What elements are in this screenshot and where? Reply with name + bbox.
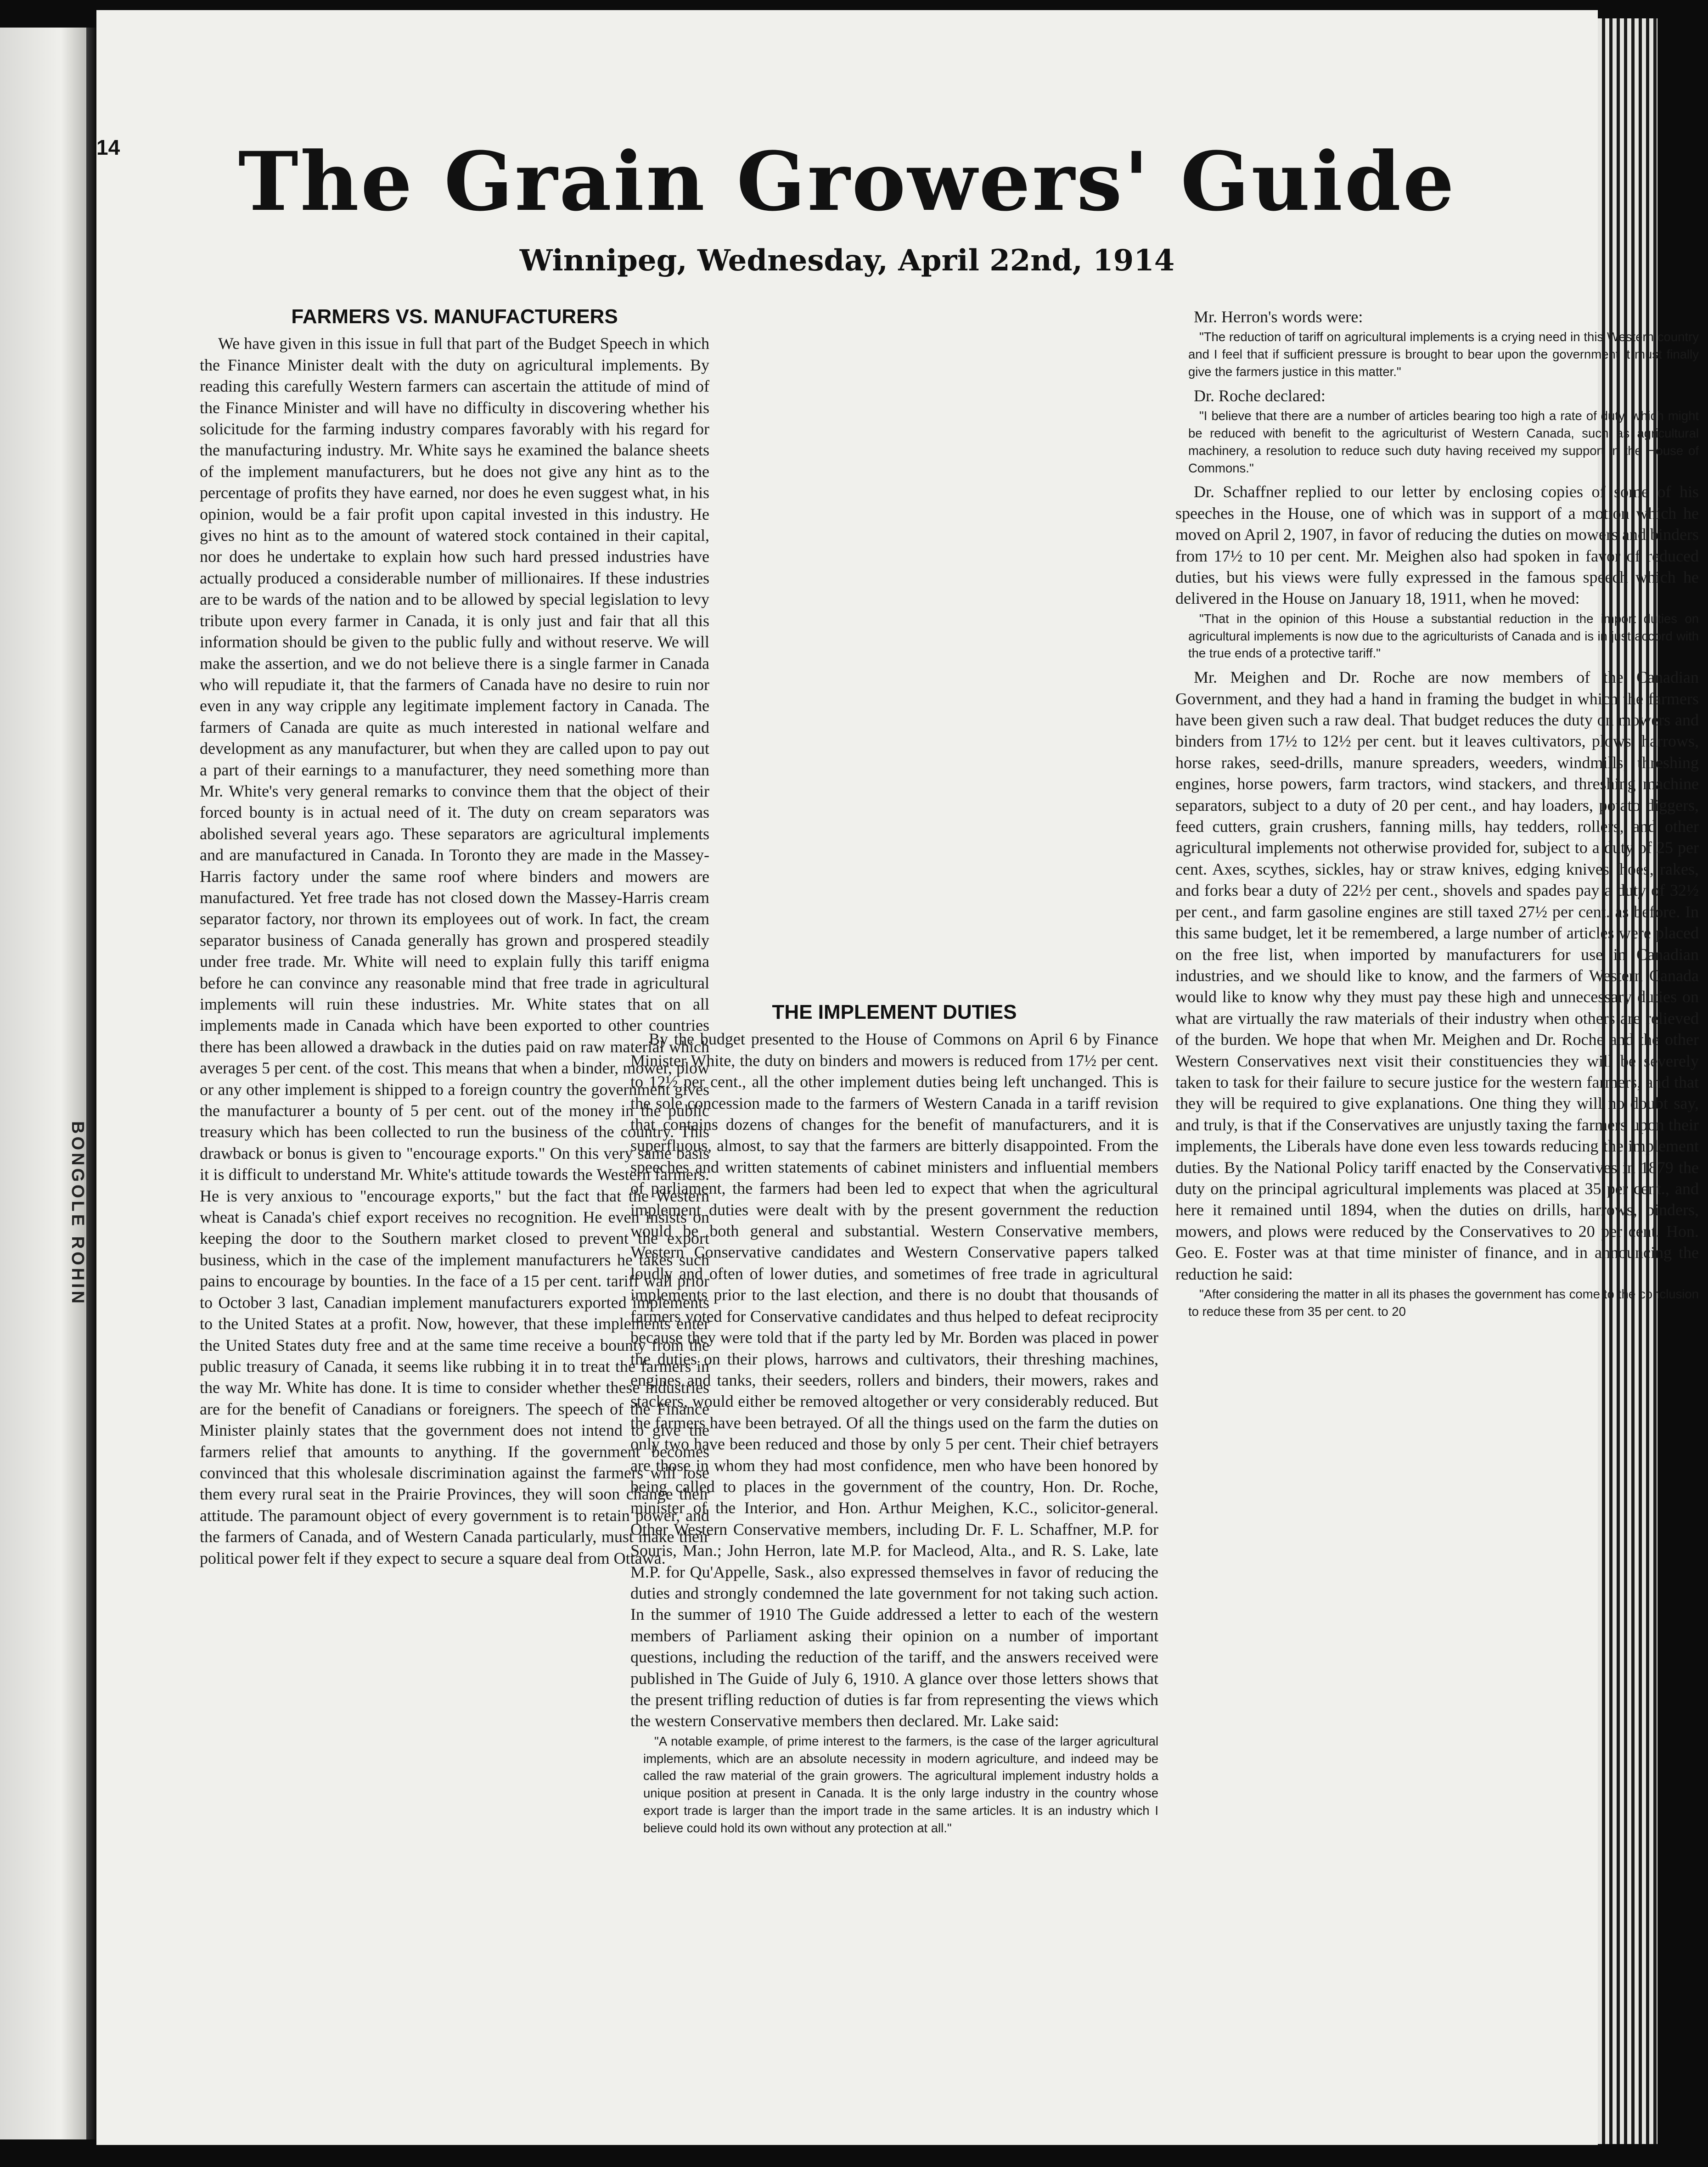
quote-foster: "After considering the matter in all its phases the government has come to the conclusion to reduce these from 35 per cent. to 20 [1188,1287,1699,1319]
article-heading-implement-duties: THE IMPLEMENT DUTIES [772,1001,1017,1023]
column-middle [630,1002,1158,1841]
page-number: 14 [96,135,120,159]
quote-herron: "The reduction of tariff on agricultural implements is a crying need in this Western country and I feel that if sufficient pressure is brought to bear upon the government it must finally give the farmers justice in this matter." [1188,330,1699,379]
schaffner-paragraph: Dr. Schaffner replied to our letter by enclosing copies of some of his speeches in the House, one of which was in support of a motion which he moved on April 2, 1907, in favor of reducing the duties on mowers and binders from 17½ to 10 per cent. Mr. Meighen also had spoken in favor of reduced duties, but his views were fully expressed in the famous speech which he delivered in the House on January 18, 1911, when he moved: [1175,483,1699,608]
quote-lake: "A notable example, of prime interest to the farmers, is the case of the larger agricultural implements, which are an absolute necessity in modern agriculture, and indeed may be called the raw material of the grain growers. The agricultural implement industry holds a unique position at present in Canada. It is the only large industry in the country whose export trade is larger than the import trade in the same articles. It is an industry which I believe could hold its own without any protection at all." [643,1734,1158,1835]
article-body-farmers: We have given in this issue in full that part of the Budget Speech in which the Finance Minister dealt with the duty on agricultural implements. By reading this carefully Western farmers can ascertain the attitude of mind of the Finance Minister and will have no difficulty in discovering whether his solicitude for the farming industry compares favorably with his regard for the manufacturing industry. Mr. White says he examined the balance sheets of the implement manufacturers, but he does not give any hint as to the percentage of profits they have earned, nor does he even suggest what, in his opinion, would be a fair profit upon capital invested in this industry. He gives no hint as to the amount of watered stock contained in their capital, nor does he undertake to explain how such hard pressed industries have actually produced a considerable number of millionaires. If these industries are to be wards of the nation and to be allowed by special legislation to levy tribute upon every farmer in Canada, it is only just and fair that all this information should be given to the public fully and without reserve. We will make the assertion, and we do not believe there is a single farmer in Canada who will repudiate it, that the farmers of Canada have no desire to ruin nor even in any way cripple any legitimate implement factory in Canada. The farmers of Canada are quite as much interested in national welfare and development as any manufacturer, but when they are called upon to pay out a part of their earnings to a manufacturer, they need something more than Mr. White's very general remarks to convince them that the object of their forced bounty is in actual need of it. The duty on cream separators was abolished several years ago. These separators are agricultural implements and are manufactured in Canada. In Toronto they are made in the Massey-Harris factory under the same roof where binders and mowers are manufactured. Yet free trade has not closed down the Massey-Harris cream separator factory, nor thrown its employees out of work. In fact, the cream separator business of Canada generally has grown and prospered steadily under free trade. Mr. White will need to explain fully this tariff enigma before he can convince any reasonable mind that free trade in agricultural implements will ruin these industries. Mr. White states that on all implements made in Canada which have been exported to other countries there has been allowed a drawback in the duties paid on raw material which averages 5 per cent. of the cost. This means that when a binder, mower, plow or any other implement is shipped to a foreign country the government gives the manufacturer a bounty of 5 per cent. out of the money in the public treasury which has been collected to run the business of the country. This drawback or bonus is given to "encourage exports." On this very same basis it is difficult to understand Mr. White's attitude towards the Western farmers. He is very anxious to "encourage exports," but the fact that the Western wheat is Canada's chief export receives no recognition. He even insists on keeping the door to the Southern market closed to prevent the export business, which in the case of the implement manufacturers he takes such pains to encourage by bounties. In the face of a 15 per cent. tariff wall prior to October 3 last, Canadian implement manufacturers exported implements to the United States at a profit. Now, however, that these implements enter the United States duty free and at the same time receive a bounty from the public treasury of Canada, it seems like rubbing it in to treat the farmers in the way Mr. White has done. It is time to consider whether these industries are for the benefit of Canadians or foreigners. The speech of the Finance Minister plainly states that the government does not intend to give the farmers relief that amounts to anything. If the government becomes convinced that this wholesale discrimination against the farmers will lose them every rural seat in the Prairie Provinces, they will soon change their attitude. The paramount object of every government is to retain power, and the farmers of Canada, and of Western Canada particularly, must make their political power felt if they expect to secure a square deal from Ottawa. [200,334,709,1567]
dateline: Winnipeg, Wednesday, April 22nd, 1914 [519,243,1175,278]
gutter-shadow [86,28,96,2139]
column-right [1175,306,1699,1325]
herron-intro: Mr. Herron's words were: [1194,308,1363,326]
closing-paragraph: Mr. Meighen and Dr. Roche are now members of the Canadian Government, and they had a hand in framing the budget in which the farmers have been given such a raw deal. That budget reduces the duty on mowers and binders from 17½ to 12½ per cent. but it leaves cultivators, plows, harrows, horse rakes, seed-drills, manure spreaders, weeders, windmills, threshing engines, horse powers, farm tractors, wind stackers, and threshing machine separators, subject to a duty of 20 per cent., and hay loaders, potato diggers, feed cutters, grain crushers, fanning mills, hay tedders, rollers, and other agricultural implements not otherwise provided for, subject to a duty of 25 per cent. Axes, scythes, sickles, hay or straw knives, edging knives, hoes, rakes, and forks bear a duty of 22½ per cent., shovels and spades pay a duty of 32½ per cent., and farm gasoline engines are still taxed 27½ per cent. as before. In this same budget, let it be remembered, a large number of articles were placed on the free list, when imported by manufacturers for use in Canadian industries, and we should like to know, and the farmers of Western Canada would like to know why they must pay these high and unnecessary duties on what are virtually the raw materials of their industry when others are relieved of the burden. We hope that when Mr. Meighen and Dr. Roche and the other Western Conservatives next visit their constituencies they will be severely taken to task for their failure to secure justice for the western farmers, and that they will be required to give explanations. One thing they will no doubt say, and truly, is that if the Conservatives are unjustly taxing the farmers upon their implements, the Liberals have done even less towards reducing the implement duties. By the National Policy tariff enacted by the Conservatives in 1879 the duty on the principal agricultural implements was placed at 35 per cent., and here it remained until 1894, when the duties on drills, harrows, binders, mowers, and plows were reduced by the Conservatives to 20 per cent. Hon. Geo. E. Foster was at that time minister of finance, and in announcing the reduction he said: [1175,668,1699,1283]
newspaper-page [68,10,1699,2145]
roche-intro: Dr. Roche declared: [1194,386,1326,405]
quote-roche: "I believe that there are a number of articles bearing too high a rate of duty, which might be reduced with benefit to the agriculturist of Western Canada, such as agricultural machinery, a resolution to reduce such duty having received my support in the House of Commons." [1188,409,1699,475]
quote-meighen: "That in the opinion of this House a substantial reduction in the import duties on agricultural implements is now due to the agriculturists of Canada and is in just accord with the true ends of a protective tariff." [1188,611,1699,661]
side-stamp: BONGOLE ROHIN [68,1121,87,1307]
facing-page-edge [0,28,87,2139]
article-heading-farmers: FARMERS VS. MANUFACTURERS [291,305,618,328]
masthead-title: The Grain Growers' Guide [238,134,1456,229]
article-body-implement-duties: By the budget presented to the House of Commons on April 6 by Finance Minister White, the duty on binders and mowers is reduced from 17½ per cent. to 12½ per cent., all the other implement duties being left unchanged. This is the sole concession made to the farmers of Western Canada in a tariff revision that contains dozens of changes for the benefit of manufacturers, and it is superfluous, almost, to say that the farmers are bitterly disappointed. From the speeches and written statements of cabinet ministers and influential members of parliament, the farmers had been led to expect that when the agricultural implement duties were dealt with by the present government the reduction would be both general and substantial. Western Conservative members, Western Conservative candidates and Western Conservative papers talked loudly and often of lower duties, and sometimes of free trade in agricultural implements prior to the last election, and there is no doubt that thousands of farmers voted for Conservative candidates and thus helped to defeat reciprocity because they were told that if the party led by Mr. Borden was placed in power the duties on their plows, harrows and cultivators, their threshing machines, engines and tanks, their seeders, rollers and binders, their mowers, rakes and stackers, would either be removed altogether or very considerably reduced. But the farmers have been betrayed. Of all the things used on the farm the duties on only two have been reduced and those by only 5 per cent. Their chief betrayers are those in whom they had most confidence, men who have been honored by being called to places in the government of the country, Hon. Dr. Roche, minister of the Interior, and Hon. Arthur Meighen, K.C., solicitor-general. Other Western Conservative members, including Dr. F. L. Schaffner, M.P. for Souris, Man.; John Herron, late M.P. for Macleod, Alta., and R. S. Lake, late M.P. for Qu'Appelle, Sask., also expressed themselves in favor of reducing the duties and strongly condemned the late government for not taking such action. In the summer of 1910 The Guide addressed a letter to each of the western members of Parliament asking their opinion on a number of important questions, including the reduction of the tariff, and the answers received were published in The Guide of July 6, 1910. A glance over those letters shows that the present trifling reduction of duties is far from representing the views which the western Conservative members then declared. Mr. Lake said: [630,1030,1158,1730]
